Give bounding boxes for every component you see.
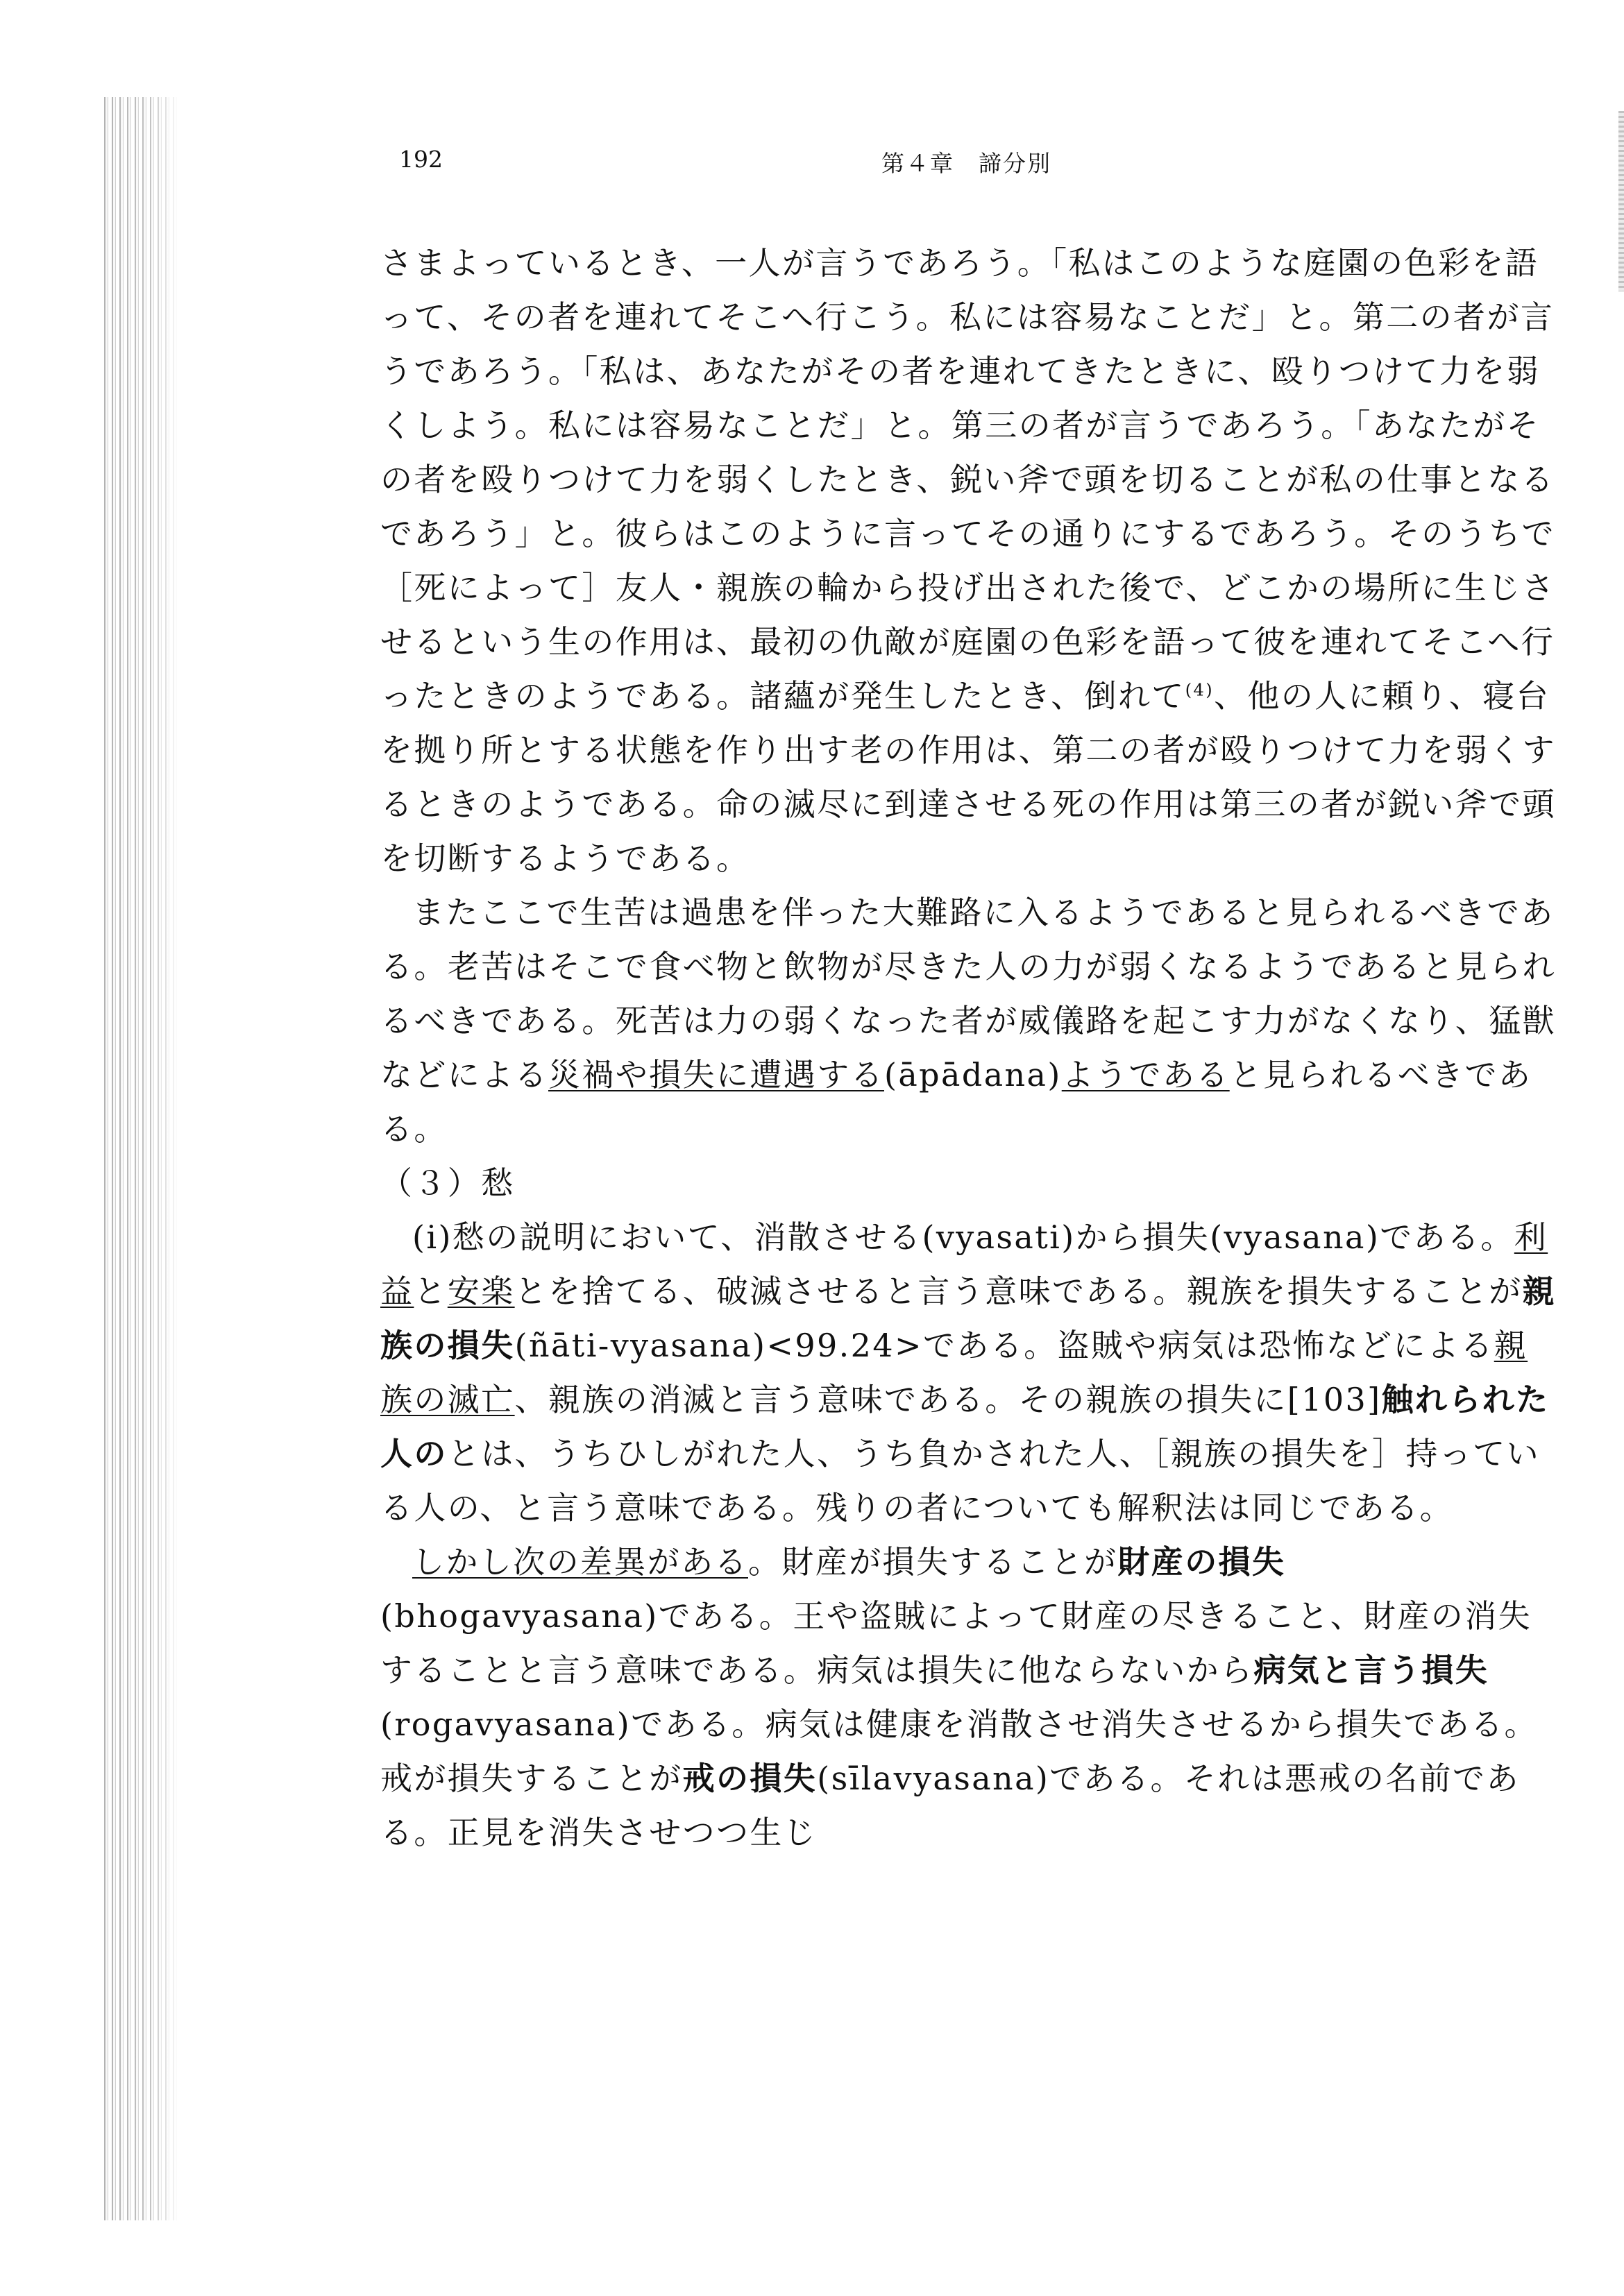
text-run: またここで生苦は過患を伴った大難路に入るようであると見られるべきである。老苦はそこで食べ物と飲物が尽きた人の力が弱くなるようであると見られるべきである。死苦は力の弱くなった者が威儀路を起こす力がなくなり、猛獣などによる	[380, 894, 1556, 1094]
text-run: と見られるべきである。	[380, 1056, 1532, 1148]
text-run: さまよっているとき、一人が言うであろう。「私はこのような庭園の色彩を語って、その者を連れてそこへ行こう。私には容易なことだ」と。第二の者が言うであろう。「私は、あなたがその者を連れてきたときに、殴りつけて力を弱くしよう。私には容易なことだ」と。第三の者が言うであろう。「あなたがその者を殴りつけて力を弱くしたとき、鋭い斧で頭を切ることが私の仕事となるであろう」と。彼らはこのように言ってその通りにするであろう。そのうちで［死によって］友人・親族の輪から投げ出された後で、どこかの場所に生じさせるという生の作用は、最初の仇敵が庭園の色彩を語って彼を連れてそこへ行ったときのようである。諸蘊が発生したとき、倒れて	[380, 244, 1556, 715]
text-run: (rogavyasana)である。病気は健康を消散させ消失させるから損失である。戒が損失することが	[380, 1706, 1538, 1797]
underlined-text: 安楽	[447, 1273, 515, 1310]
chapter-title: 第４章 諦分別	[881, 150, 1051, 177]
underlined-text: ようである	[1061, 1056, 1230, 1094]
text-run: 、親族の消滅と言う意味である。その親族の損失に[103]	[514, 1381, 1382, 1418]
text-run: と	[414, 1273, 448, 1310]
page-number: 192	[399, 146, 443, 173]
text-run: (ñāti-vyasana)<99.24>である。盗賊や病気は恐怖などによる	[514, 1327, 1494, 1364]
bold-term: 病気と言う損失	[1253, 1651, 1489, 1689]
footnote-marker: (4)	[1185, 680, 1214, 700]
text-run: とは、うちひしがれた人、うち負かされた人、［親族の損失を］持っている人の、と言う意味である。残りの者についても解釈法は同じである。	[380, 1435, 1541, 1527]
running-head	[399, 146, 1624, 187]
underlined-text: 利益	[380, 1218, 1548, 1310]
text-run: (āpādana)	[884, 1056, 1062, 1094]
underlined-text: しかし次の差異がある	[412, 1543, 748, 1581]
underlined-text: 災禍や損失に遭遇する	[548, 1056, 884, 1094]
body-text	[380, 236, 1560, 1860]
paragraph-3	[380, 1210, 1560, 1535]
binding-fade	[104, 97, 180, 2220]
text-run: (sīlavyasana)である。それは悪戒の名前である。正見を消失させつつ生じ	[380, 1760, 1520, 1851]
text-run: (i)愁の説明において、消散させる(vyasati)から損失(vyasana)である。	[412, 1218, 1514, 1256]
text-run: (bhogavyasana)である。王や盗賊によって財産の尽きること、財産の消失することと言う意味である。病気は損失に他ならないから	[380, 1597, 1532, 1689]
bold-term: 財産の損失	[1117, 1543, 1286, 1581]
section-heading: （３）愁	[380, 1164, 515, 1202]
underlined-text: 親族の滅亡	[380, 1327, 1528, 1418]
text-run: 。財産が損失することが	[748, 1543, 1118, 1581]
bold-term: 親族の損失	[380, 1273, 1557, 1364]
bold-term: 戒の損失	[682, 1760, 818, 1797]
paragraph-1	[380, 236, 1560, 885]
paragraph-4	[380, 1535, 1560, 1860]
bold-term: 触れられた人の	[380, 1381, 1550, 1472]
text-run: とを捨てる、破滅させると言う意味である。親族を損失することが	[514, 1273, 1523, 1310]
paragraph-2	[380, 885, 1560, 1156]
text-run: 、他の人に頼り、寝台を拠り所とする状態を作り出す老の作用は、第二の者が殴りつけて力を弱くするときのようである。命の滅尽に到達させる死の作用は第三の者が鋭い斧で頭を切断するようである。	[380, 677, 1557, 877]
page-edge	[1618, 111, 1624, 291]
